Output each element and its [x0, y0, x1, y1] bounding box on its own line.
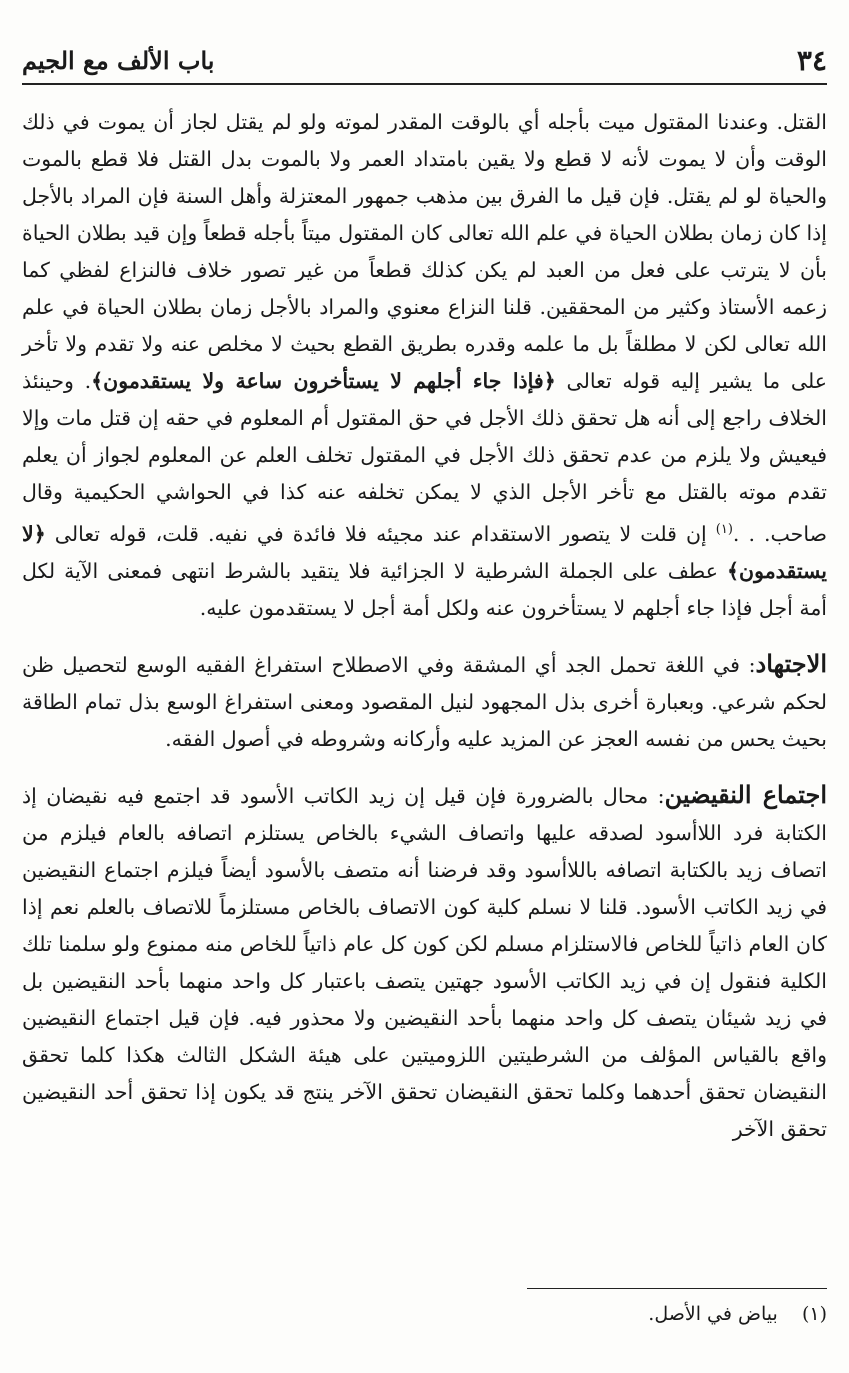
text-run: . وحينئذ الخلاف راجع إلى أنه هل تحقق ذلك الأجل في حق المقتول أم المعلوم في حقه إن قتل مات وإلا فيعيش ولا يلزم من عدم تحقق ذلك الأجل في المقتول تخلف العلم عن المعلوم لجواز أن يعلم تقدم موته بالقتل مع تأخر الأجل الذي لا يمكن تخلفه عنه كذا في الحواشي الحكيمية وقال صاحب. . . — [22, 369, 827, 546]
quran-quote: ﴿لا يستقدمون﴾ — [22, 521, 827, 583]
page-number: ٣٤ — [796, 43, 827, 77]
text-run: : في اللغة تحمل الجد أي المشقة وفي الاصطلاح استفراغ الفقيه الوسع لتحصيل ظن لحكم شرعي. وبعبارة أخرى بذل المجهود لنيل المقصود ومعنى استفراغ الوسع بذل تمام الطاقة بحيث يحس من نفسه العجز عن المزيد عليه وأركانه وشروطه في أصول الفقه. — [22, 652, 827, 751]
body-text — [22, 104, 827, 1148]
entry-term: الاجتهاد — [755, 648, 827, 678]
quran-quote: ﴿فإذا جاء أجلهم لا يستأخرون ساعة ولا يستقدمون﴾ — [91, 369, 556, 393]
text-run: : محال بالضرورة فإن قيل إن زيد الكاتب الأسود قد اجتمع فيه نقيضان إذ الكتابة فرد اللاأسود لصدقه عليها واتصاف الشيء بالخاص يستلزم اتصافه بالعام فيلزم من اتصاف زيد بالكتابة اتصافه باللاأسود وقد فرضنا أنه متصف بالأسود أيضاً فيلزم اجتماع النقيضين في زيد الكاتب الأسود. قلنا لا نسلم كلية كون الاتصاف بالخاص مستلزماً للاتصاف بالعلم نعم إذا كان العام ذاتياً للخاص فالاستلزام مسلم لكن كون كل عام ذاتياً للخاص منه ممنوع ولو سلمنا تلك الكلية فنقول إن في زيد الكاتب الأسود جهتين يتصف باعتبار كل واحد منهما بأحد النقيضين بل في زيد شيئان يتصف كل واحد منهما بأحد النقيضين ولا محذور فيه. فإن قيل اجتماع النقيضين واقع بالقياس المؤلف من الشرطيتين اللزوميتين على هيئة الشكل الثالث هكذا كلما تحقق النقيضان تحقق أحدهما وكلما تحقق النقيضان تحقق الآخر ينتج قد يكون إذا تحقق أحد النقيضين تحقق الآخر — [22, 783, 827, 1141]
paragraph — [22, 645, 827, 758]
paragraph — [22, 776, 827, 1148]
footnote — [22, 1300, 827, 1328]
footnote-divider — [527, 1288, 827, 1289]
footnote-text: بياض في الأصل. — [648, 1303, 778, 1325]
text-run: عطف على الجملة الشرطية لا الجزائية فلا يتقيد بالشرط انتهى فمعنى الآية لكل أمة أجل فإذا جاء أجلهم لا يستأخرون عنه ولكل أمة أجل لا يستقدمون عليه. — [22, 558, 827, 620]
running-head: باب الألف مع الجيم — [22, 45, 215, 75]
header-divider — [22, 83, 827, 85]
paragraph — [22, 104, 827, 627]
footnote-ref: (١) — [715, 522, 733, 537]
entry-term: اجتماع النقيضين — [664, 779, 827, 809]
text-run: القتل. وعندنا المقتول ميت بأجله أي بالوقت المقدر لموته ولو لم يقتل لجاز أن يموت في ذلك الوقت وأن لا يموت لأنه لا قطع ولا يقين بامتداد العمر ولا بالموت بدل القتل فلا قطع بالموت والحياة لو لم يقتل. فإن قيل ما الفرق بين مذهب جمهور المعتزلة وأهل السنة فإن المراد بالأجل إذا كان زمان بطلان الحياة في علم الله تعالى كان المقتول ميتاً بأجله قطعاً وإن قيد بطلان الحياة بأن لا يترتب على فعل من العبد لم يكن كذلك قطعاً من غير تصور خلاف فالنزاع لفظي كما زعمه الأستاذ وكثير من المحققين. قلنا النزاع معنوي والمراد بالأجل زمان بطلان الحياة في علم الله تعالى لكن لا مطلقاً بل ما علمه وقدره بطريق القطع بحيث لا مخلص عنه ولا تقدم ولا تأخر على ما يشير إليه قوله تعالى — [22, 110, 828, 393]
footnote-marker: (١) — [801, 1303, 827, 1325]
text-run: إن قلت لا يتصور الاستقدام عند مجيئه فلا فائدة في نفيه. قلت، قوله تعالى — [45, 521, 716, 546]
page-header — [22, 38, 827, 82]
